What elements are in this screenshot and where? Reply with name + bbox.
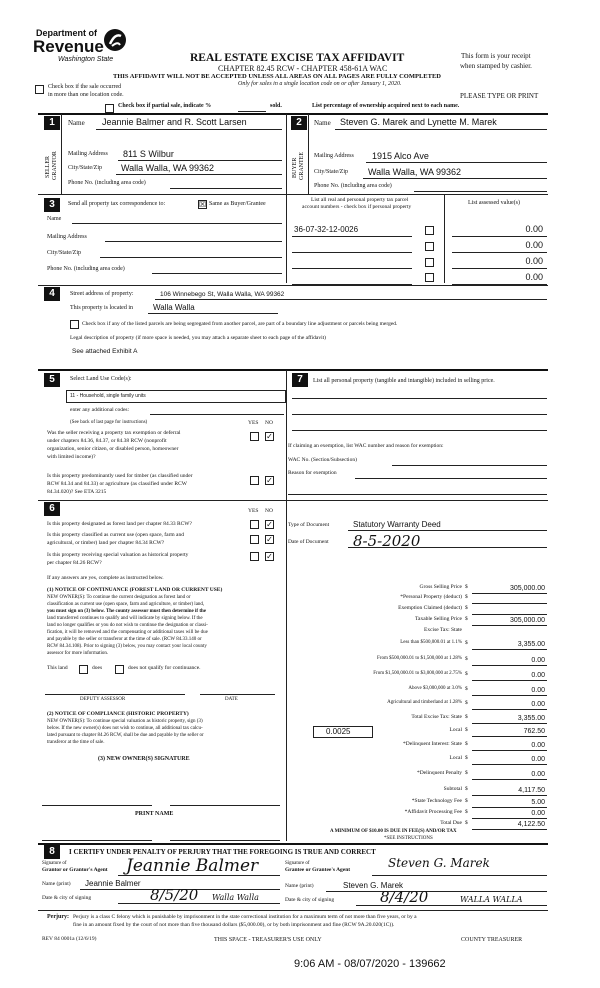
document-date-value[interactable]: 8-5-2020 [353,532,421,550]
seller-mailing-value[interactable]: 811 S Wilbur [123,149,174,159]
taxable-selling-price-label: Taxable Selling Price [415,616,462,622]
minimum-fee-note: A MINIMUM OF $10.00 IS DUE IN FEE(S) AND/OR TAX [330,829,457,834]
land-does-not-label: does not qualify for continuance. [128,665,201,671]
sales-note: Only for sales in a single location code on or after January 1, 2020. [238,81,402,87]
grantor-date[interactable]: 8/5/20 [150,886,199,904]
document-type-value[interactable]: Statutory Warranty Deed [353,520,441,529]
local-excise-tax-line [472,736,547,737]
print-name-label: PRINT NAME [135,811,174,817]
section-6-number: 6 [44,502,60,516]
exemption-reason-line-2[interactable] [288,494,547,495]
street-address-value[interactable]: 106 Winnebego St, Walla Walla, WA 99362 [160,291,285,298]
rule-before-perjury [38,910,548,911]
personal-property-line-1[interactable] [292,398,547,399]
additional-codes-field[interactable] [150,414,284,415]
buyer-mailing-label: Mailing Address [314,153,354,159]
taxable-selling-price-dollar: $ [465,616,468,622]
gross-selling-price-label: Gross Selling Price [419,584,462,590]
seller-phone-label: Phone No. (including area code) [68,180,146,186]
land-use-select[interactable] [66,390,286,403]
tax-tier-3-line [472,680,547,681]
partial-sale-checkbox[interactable] [105,104,114,113]
parcel-number-1[interactable]: 36-07-32-12-0026 [294,225,359,234]
notice-continuance-line-9: assessor for more information. [47,651,109,656]
timber-question-2: RCW 84.34 and 84.33) or agriculture (as classified under RCW [47,481,187,487]
rule-after-section-3 [38,285,548,286]
delinquent-interest-local-label: Local [449,755,462,761]
assessed-header: List assessed value(s) [468,200,520,206]
new-owner-signature-label: (3) NEW OWNER(S) SIGNATURE [98,756,190,762]
document-type-label: Type of Document [288,522,330,528]
excise-tax-state-label: Excise Tax: State [423,627,462,633]
dept-line-2: Revenue [33,37,104,56]
delinquent-penalty-dollar: $ [465,770,468,776]
timber-no-checkbox[interactable]: ✓ [266,476,273,485]
tax-tier-4-value[interactable]: 0.00 [531,687,545,694]
section-5-number: 5 [44,373,60,387]
historic-question-2: per chapter 84.26 RCW? [47,560,102,566]
tax-tier-2-line [472,665,547,666]
grantee-date[interactable]: 8/4/20 [380,888,429,906]
segregated-label: Check box if any of the listed parcels are being segregated from another parcel, are part of a boundary line adjustment or parcels being merged. [82,321,398,327]
new-owner-signature-line-1[interactable] [42,805,152,806]
ownership-instruction: List percentage of ownership acquired next to each name. [312,103,460,109]
tax-tier-4-line [472,695,547,696]
assessed-value-2[interactable]: 0.00 [525,240,543,250]
grantee-signature-label-2: Grantee or Grantee's Agent [285,867,351,873]
correspondence-mailing-label: Mailing Address [47,234,87,240]
tax-tier-4-label: Above $3,000,000 at 3.0% [408,686,462,691]
print-name-line-1[interactable] [42,840,152,841]
assessed-line-2 [452,252,547,253]
grantee-city[interactable]: WALLA WALLA [460,895,523,904]
seller-city-label: City/State/Zip [68,165,102,171]
total-due-label: Total Due [440,820,462,826]
state-technology-fee-label: *State Technology Fee [411,798,462,804]
tax-tier-1-line [472,649,547,650]
tax-tier-2-label: From $500,000.01 to $1,500,000 at 1.28% [377,656,462,661]
exemption-yes-checkbox[interactable] [250,432,259,441]
assessed-line-3 [452,268,547,269]
section-6-yes-header: YES [248,508,259,514]
dept-line-3: Washington State [58,56,114,63]
street-address-line [155,299,547,300]
perjury-text-1: Perjury is a class C felony which is punishable by imprisonment in the state correctional institution for a maximum term of not more than five years, or by a [73,914,417,920]
personal-property-label: List all personal property (tangible and intangible) included in selling price. [313,378,495,384]
notice-continuance-line-3: you must sign on (3) below. The county assessor must then determine if the [47,609,206,614]
correspondence-name-label: Name [47,216,62,222]
multi-location-checkbox[interactable] [35,85,44,94]
timber-question-3: 84.34.020)? See ETA 3215 [47,489,107,495]
tax-divider [286,501,287,841]
notice-continuance-line-5: land no longer qualifies or you do not wish to continue the designation or classi- [47,623,208,628]
delinquent-interest-local-value[interactable]: 0.00 [531,756,545,763]
wac-number-field[interactable] [392,465,547,466]
agricultural-timber-tax-line [472,709,547,710]
tax-tier-3-value[interactable]: 0.00 [531,672,545,679]
correspondence-phone-label: Phone No. (including area code) [47,266,125,272]
completion-warning: THIS AFFIDAVIT WILL NOT BE ACCEPTED UNLESS ALL AREAS ON ALL PAGES ARE FULLY COMPLETED [113,73,441,80]
grantor-print-value[interactable]: Jeannie Balmer [85,879,141,888]
personal-property-checkbox-2[interactable] [425,242,434,251]
seller-mailing-line [118,160,282,161]
grantor-signature-line [118,875,280,876]
delinquent-interest-state-dollar: $ [465,741,468,747]
exemption-no-checkbox[interactable]: ✓ [266,432,273,441]
buyer-city-value[interactable]: Walla Walla, WA 99362 [368,167,462,177]
exemption-question-2: under chapters 84.36, 84.37, or 84.38 RCW (nonprofit [47,438,167,444]
section-1-number: 1 [44,116,60,130]
current-use-question-1: Is this property classified as current use (open space, farm and [47,532,184,538]
buyer-mailing-value[interactable]: 1915 Alco Ave [372,151,429,161]
buyer-mailing-line [366,162,547,163]
parcel-line-2[interactable] [292,252,412,253]
form-subtitle: CHAPTER 82.45 RCW - CHAPTER 458-61A WAC [218,64,388,73]
notice-continuance-line-2: classification as current use (open space, farm and agriculture, or timber) land, [47,602,205,607]
notice-continuance-title: (1) NOTICE OF CONTINUANCE (FOREST LAND OR CURRENT USE) [47,587,223,593]
exemption-question-4: with limited income)? [47,454,96,460]
document-date-label: Date of Document [288,539,329,545]
located-in-line [148,313,278,314]
exemption-reason-field[interactable] [355,478,547,479]
same-as-buyer-checkbox[interactable]: ☒ [199,200,207,209]
sold-label: sold. [270,103,282,109]
tax-tier-4-dollar: $ [465,686,468,692]
grantee-signature-line [372,875,547,876]
assessed-value-3[interactable]: 0.00 [525,256,543,266]
delinquent-interest-state-line [472,750,547,751]
gross-selling-price-line [472,593,547,594]
gross-selling-price-value[interactable]: 305,000.00 [509,585,545,592]
subtotal-dollar: $ [465,786,468,792]
correspondence-phone-field[interactable] [152,273,282,274]
receipt-note-2: when stamped by cashier. [460,62,532,70]
timber-question-1: Is this property predominantly used for timber (as classified under [47,473,193,479]
exemption-question-3: organization, senior citizen, or disabled person, homeowner [47,446,179,452]
assessed-value-4[interactable]: 0.00 [525,272,543,282]
correspondence-city-field[interactable] [100,257,282,258]
section-3-number: 3 [44,198,60,212]
agricultural-timber-tax-dollar: $ [465,700,468,706]
total-excise-state-label: Total Excise Tax: State [411,714,462,720]
taxable-selling-price-line [472,625,547,626]
buyer-phone-label: Phone No. (including area code) [314,183,392,189]
land-use-value: 11 - Household, single family units [70,393,146,399]
subtotal-line [472,795,547,796]
affidavit-processing-fee-label: *Affidavit Processing Fee [404,809,462,815]
grantee-print-value[interactable]: Steven G. Marek [343,881,404,890]
correspondence-city-label: City/State/Zip [47,250,81,256]
personal-property-line-3[interactable] [292,430,547,431]
local-excise-tax-dollar: $ [465,727,468,733]
affidavit-processing-fee-value[interactable]: 0.00 [531,810,545,817]
partial-sale-percent-field[interactable] [238,111,266,112]
perjury-label: Perjury: [47,914,69,920]
buyer-city-line [363,178,547,179]
section-4-number: 4 [44,287,60,301]
rule-after-section-5 [38,500,548,501]
local-excise-tax-label: Local [449,727,462,733]
county-treasurer-label: COUNTY TREASURER [461,937,523,943]
total-due-dollar: $ [465,820,468,826]
section-1-left-rule [61,114,62,194]
state-technology-fee-dollar: $ [465,798,468,804]
tax-tier-3-dollar: $ [465,671,468,677]
parcel-line-1 [292,236,412,237]
perjury-text-2: fine in an amount fixed by the court of not more than five thousand dollars ($5,000.00), or by both imprisonment and fine (RCW 9A.20.020(1C)). [73,922,395,928]
exemption-claimed-deduct-dollar: $ [465,605,468,611]
grantor-date-line [118,903,280,904]
grantee-date-line [356,905,547,906]
section-3-divider [286,195,287,283]
notice-compliance-title: (2) NOTICE OF COMPLIANCE (HISTORIC PROPERTY) [47,711,189,717]
send-correspondence-label: Send all property tax correspondence to: [68,201,166,207]
segregated-checkbox[interactable] [70,320,79,329]
deputy-date-label: DATE [225,697,238,702]
rule-after-section-4 [38,369,548,371]
historic-question-1: Is this property receiving special valuation as historical property [47,552,189,558]
deputy-assessor-label: DEPUTY ASSESSOR [80,697,126,702]
notice-continuance-line-7: and payable by the seller or transferor at the time of sale. (RCW 84.33.140 or [47,637,202,642]
new-owner-signature-line-2[interactable] [170,805,280,806]
timber-yes-checkbox[interactable] [250,476,259,485]
delinquent-penalty-value[interactable]: 0.00 [531,771,545,778]
seller-city-value[interactable]: Walla Walla, WA 99362 [121,163,215,173]
notice-continuance-line-8: RCW 84.34.108). Prior to signing (3) below, you may contact your local county [47,644,207,649]
section-2-number: 2 [291,116,307,130]
parcel-header-2: account numbers - check box if personal property [302,204,412,210]
deputy-assessor-line[interactable] [45,694,185,695]
if-yes-instruction: If any answers are yes, complete as instructed below. [47,575,164,581]
delinquent-interest-local-line [472,764,547,765]
delinquent-penalty-line [472,779,547,780]
document-date-line [348,547,547,548]
historic-yes-checkbox[interactable] [250,552,259,561]
see-instructions-note: *SEE INSTRUCTIONS [384,836,433,841]
multi-location-label-2: in more than one location code. [48,92,124,98]
rule-after-section-2 [38,194,548,195]
treasurer-use-label: THIS SPACE - TREASURER'S USE ONLY [214,937,322,943]
gross-selling-price-dollar: $ [465,584,468,590]
total-excise-state-dollar: $ [465,714,468,720]
affidavit-processing-fee-dollar: $ [465,809,468,815]
rule-top [38,113,548,115]
section-7-number: 7 [292,373,308,387]
please-type-note: PLEASE TYPE OR PRINT [460,92,539,100]
exemption-claimed-deduct-label: Exemption Claimed (deduct) [398,605,462,611]
grantee-side-label: GRANTEE [299,152,305,180]
exemption-claim-label: If claiming an exemption, list WAC number and reason for exemption: [288,443,444,449]
print-name-line-2[interactable] [170,840,280,841]
buyer-phone-field[interactable] [414,191,547,192]
delinquent-interest-local-dollar: $ [465,755,468,761]
subtotal-value[interactable]: 4,117.50 [518,787,545,794]
section-divider [286,114,287,194]
exemption-reason-label: Reason for exemption [288,470,337,476]
total-excise-state-value[interactable]: 3,355.00 [517,715,545,722]
current-use-question-2: agricultural, or timber) land per chapter 84.34 RCW? [47,540,165,546]
grantee-print-label: Name (print) [285,883,314,889]
seller-name-label: Name [68,119,85,127]
partial-sale-label: Check box if partial sale, indicate % [118,103,212,109]
see-back-note: (See back of last page for instructions) [70,420,148,425]
exemption-claimed-deduct-line [472,614,547,615]
notice-compliance-line-2: below. If the new owner(s) does not wish to continue, all additional tax calcu- [47,726,203,731]
wac-number-label: WAC No. (Section/Subsection) [288,457,357,463]
receipt-note-1: This form is your receipt [461,52,531,60]
tax-tier-1-dollar: $ [465,640,468,646]
local-rate-box[interactable] [313,726,373,738]
forest-yes-checkbox[interactable] [250,520,259,529]
seller-city-line [116,174,282,175]
notice-compliance-line-1: NEW OWNER(S): To continue special valuation as historic property, sign (3) [47,719,203,724]
forest-land-question: Is this property designated as forest land per chapter 84.33 RCW? [47,521,192,527]
personal-property-checkbox-3[interactable] [425,258,434,267]
seller-phone-field[interactable] [170,188,282,189]
grantor-date-label: Date & city of signing [42,895,92,901]
seller-mailing-label: Mailing Address [68,151,108,157]
state-technology-fee-value[interactable]: 5.00 [531,799,545,806]
multi-location-label-1: Check box if the sale occurred [48,84,122,90]
form-revision: REV 84 0001a (12/6/19) [42,936,97,942]
personal-property-deduct-line [472,603,547,604]
form-title: REAL ESTATE EXCISE TAX AFFIDAVIT [190,52,405,64]
legal-description-label: Legal description of property (if more space is needed, you may attach a separate sheet to each page of the affidavit) [70,335,326,341]
notice-continuance-line-4: land transferred continues to qualify and will indicate by signing below. If the [47,616,203,621]
land-use-label: Select Land Use Code(s): [70,376,132,382]
land-does-checkbox[interactable] [79,665,88,674]
certify-statement: I CERTIFY UNDER PENALTY OF PERJURY THAT THE FOREGOING IS TRUE AND CORRECT [69,848,376,856]
additional-codes-label: enter any additional codes: [70,407,130,413]
subtotal-label: Subtotal [443,786,462,792]
located-in-label: This property is located in [70,305,133,311]
grantee-date-label: Date & city of signing [285,897,335,903]
buyer-name-line [335,129,547,130]
grantor-city[interactable]: Walla Walla [212,893,259,902]
buyer-city-label: City/State/Zip [314,169,348,175]
tax-tier-3-label: From $1,500,000.01 to $3,000,000 at 2.75% [373,671,462,676]
located-in-value[interactable]: Walla Walla [153,303,195,312]
grantor-signature[interactable]: Jeannie Balmer [126,856,259,876]
grantee-signature[interactable]: Steven G. Marek [388,856,490,870]
agricultural-timber-tax-value[interactable]: 0.00 [531,701,545,708]
parcel-line-3[interactable] [292,268,412,269]
notice-compliance-line-4: transferor at the time of sale. [47,740,105,745]
notice-compliance-line-3: lated pursuant to chapter 84.26 RCW, shall be due and payable by the seller or [47,733,204,738]
assessed-line-1 [452,236,547,237]
section-5-no-header: NO [265,420,273,426]
current-use-no-checkbox[interactable]: ✓ [266,535,273,544]
correspondence-mailing-field[interactable] [105,241,282,242]
forest-no-checkbox[interactable]: ✓ [266,520,273,529]
receipt-stamp: 9:06 AM - 08/07/2020 - 139662 [294,958,446,970]
agricultural-timber-tax-label: Agricultural and timberland at 1.28% [387,700,462,705]
state-technology-fee-line [472,807,547,808]
personal-property-checkbox-1[interactable] [425,226,434,235]
rule-before-section-8 [38,843,548,845]
buyer-name-label: Name [314,119,331,127]
land-does-label: does [92,665,103,671]
personal-property-deduct-dollar: $ [465,594,468,600]
grantor-signature-label-1: Signature of [42,861,67,866]
buyer-name-value[interactable]: Steven G. Marek and Lynette M. Marek [340,117,497,127]
document-type-line [348,530,547,531]
tax-tier-2-dollar: $ [465,656,468,662]
section-8-number: 8 [44,845,60,859]
seller-name-line [96,129,282,130]
total-due-line [472,829,547,830]
seller-name-value[interactable]: Jeannie Balmer and R. Scott Larsen [102,117,247,127]
grantor-side-label: GRANTOR [52,151,58,180]
personal-property-line-2[interactable] [292,414,547,415]
section-5-yes-header: YES [248,420,259,426]
personal-property-deduct-label: *Personal Property (deduct) [400,594,462,600]
delinquent-interest-state-value[interactable]: 0.00 [531,742,545,749]
land-does-not-checkbox[interactable] [115,665,124,674]
assessed-divider [444,195,445,283]
dept-line-1: Department of [36,28,98,38]
grantor-signature-label-2: Grantor or Grantor's Agent [42,867,108,873]
local-rate-value: 0.0025 [326,727,351,736]
tax-tier-1-value[interactable]: 3,355.00 [517,641,545,648]
section-7-divider [286,370,287,500]
legal-description-value[interactable]: See attached Exhibit A [72,348,138,355]
affidavit-processing-fee-line [472,818,547,819]
notice-continuance-line-1: NEW OWNER(S): To continue the current designation as forest land or [47,595,191,600]
tax-tier-2-value[interactable]: 0.00 [531,657,545,664]
delinquent-penalty-label: *Delinquent Penalty [416,770,462,776]
grantee-print-line [326,891,547,892]
current-use-yes-checkbox[interactable] [250,535,259,544]
tax-tier-1-label: Less than $500,000.01 at 1.1% [400,640,462,645]
taxable-selling-price-value[interactable]: 305,000.00 [509,617,545,624]
revenue-logo-icon [104,29,126,51]
grantee-signature-label-1: Signature of [285,861,310,866]
notice-continuance-line-6: fication, it will be removed and the compensating or additional taxes will be due [47,630,208,635]
personal-property-checkbox-4[interactable] [425,273,434,282]
parcel-header-1: List all real and personal property tax parcel [311,197,409,203]
same-as-buyer-label: Same as Buyer/Grantee [209,201,266,207]
this-land-label: This land [47,665,68,671]
grantor-print-label: Name (print) [42,881,71,887]
correspondence-name-field[interactable] [72,223,282,224]
assessed-value-1[interactable]: 0.00 [525,224,543,234]
delinquent-interest-state-label: *Delinquent Interest: State [403,741,462,747]
total-due-value[interactable]: 4,122.50 [517,821,545,828]
section-2-left-rule [308,114,309,194]
exemption-question-1: Was the seller receiving a property tax exemption or deferral [47,430,181,436]
historic-no-checkbox[interactable]: ✓ [266,552,273,561]
deputy-date-line[interactable] [200,694,275,695]
local-excise-tax-value[interactable]: 762.50 [523,728,545,735]
seller-side-label: SELLER [45,156,51,178]
street-address-label: Street address of property: [70,291,134,297]
total-excise-state-line [472,723,547,724]
buyer-side-label: BUYER [292,157,298,178]
section-6-no-header: NO [265,508,273,514]
